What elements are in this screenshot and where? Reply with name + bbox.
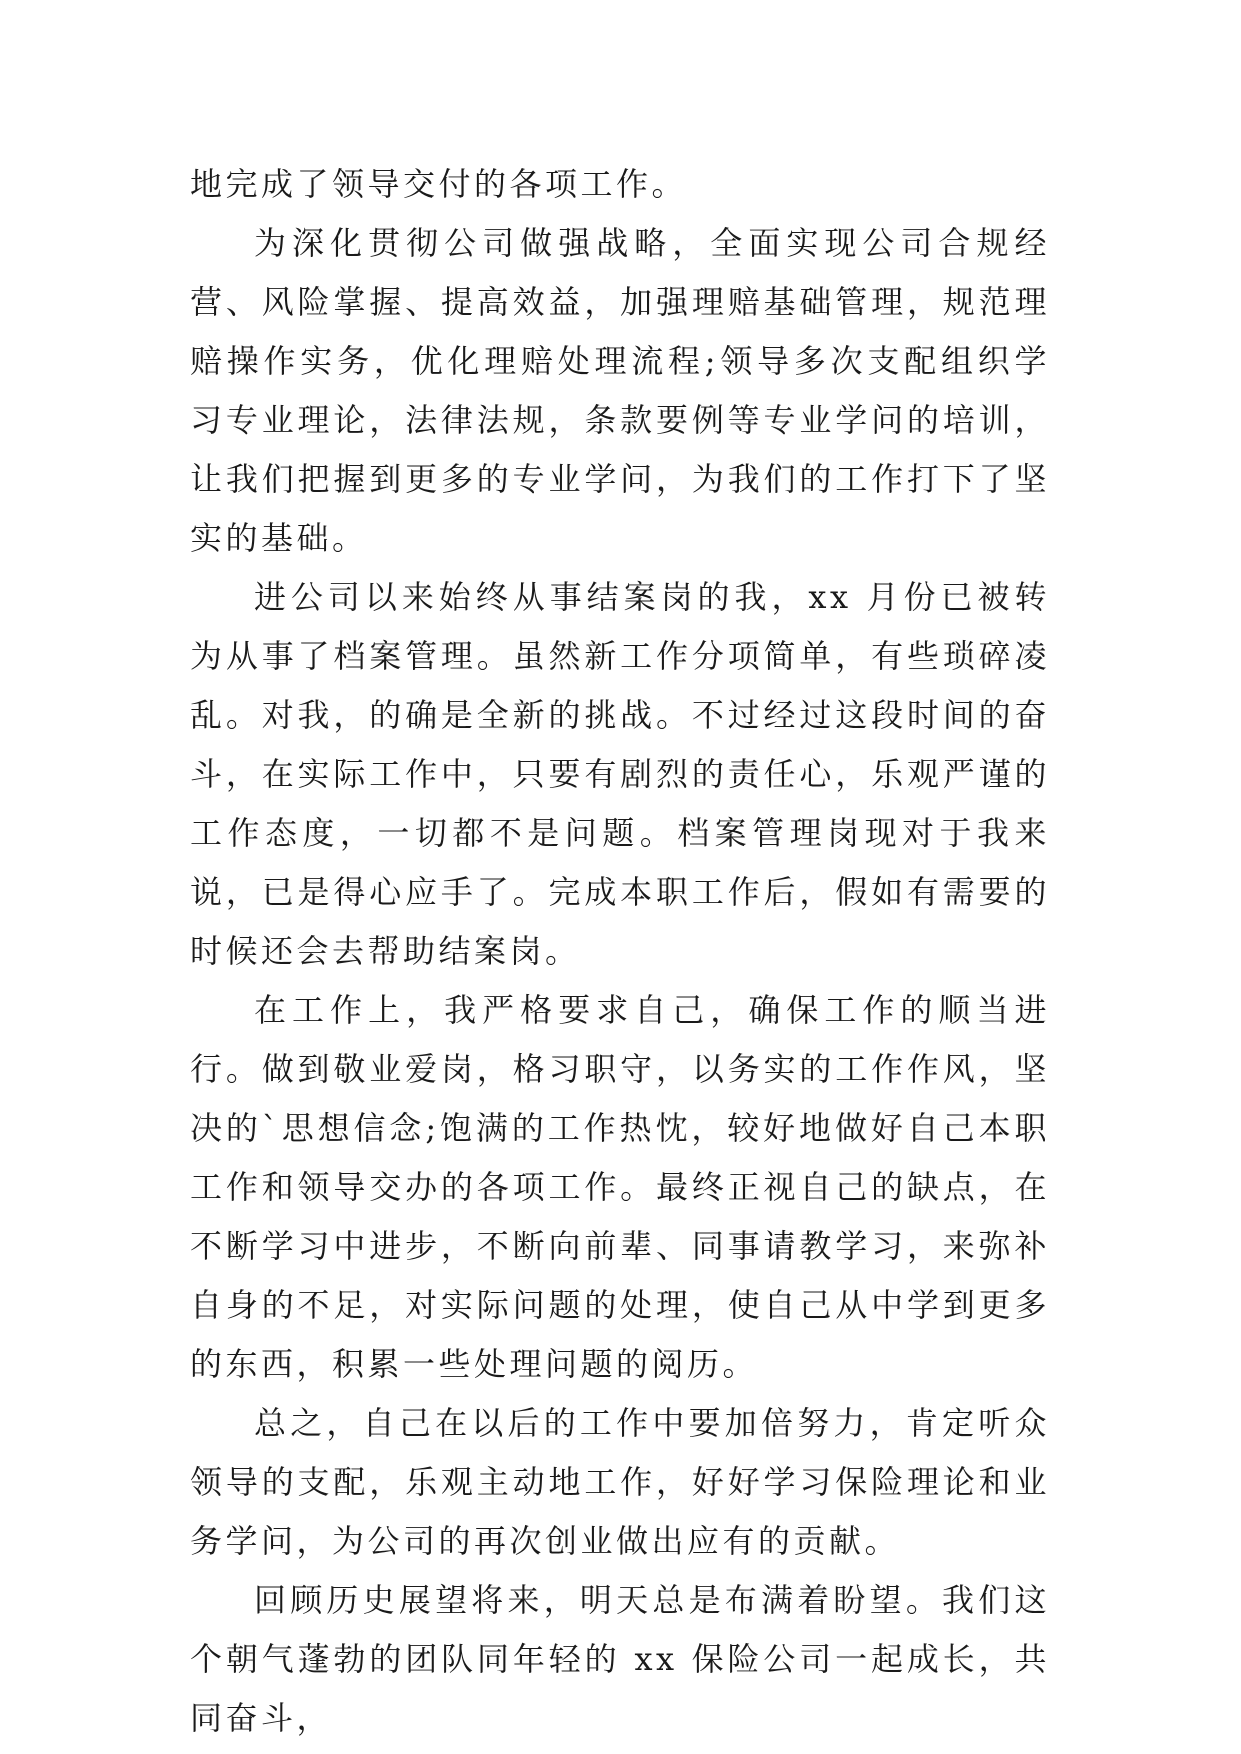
paragraph-summary: 总之，自己在以后的工作中要加倍努力，肯定听众领导的支配，乐观主动地工作，好好学习保险理论和业务学问，为公司的再次创业做出应有的贡献。 — [190, 1404, 1050, 1560]
document-body — [190, 155, 1050, 1748]
paragraph-work-attitude: 在工作上，我严格要求自己，确保工作的顺当进行。做到敬业爱岗，格习职守，以务实的工作作风，坚决的`思想信念;饱满的工作热忱，较好地做好自己本职工作和领导交办的各项工作。最终正视自己的缺点，在不断学习中进步，不断向前辈、同事请教学习，来弥补自身的不足，对实际问题的处理，使自己从中学到更多的东西，积累一些处理问题的阅历。 — [190, 991, 1050, 1383]
paragraph-continuation: 地完成了领导交付的各项工作。 — [190, 165, 688, 203]
paragraph-archive-management: 进公司以来始终从事结案岗的我，xx 月份已被转为从事了档案管理。虽然新工作分项简单，有些琐碎凌乱。对我，的确是全新的挑战。不过经过这段时间的奋斗，在实际工作中，只要有剧烈的责任心，乐观严谨的工作态度，一切都不是问题。档案管理岗现对于我来说，已是得心应手了。完成本职工作后，假如有需要的时候还会去帮助结案岗。 — [190, 578, 1050, 970]
paragraph-outlook: 回顾历史展望将来，明天总是布满着盼望。我们这个朝气蓬勃的团队同年轻的 xx 保险公司一起成长，共同奋斗， — [190, 1581, 1050, 1737]
paragraph-training: 为深化贯彻公司做强战略，全面实现公司合规经营、风险掌握、提高效益，加强理赔基础管理，规范理赔操作实务，优化理赔处理流程;领导多次支配组织学习专业理论，法律法规，条款要例等专业学问的培训，让我们把握到更多的专业学问，为我们的工作打下了坚实的基础。 — [190, 224, 1050, 557]
